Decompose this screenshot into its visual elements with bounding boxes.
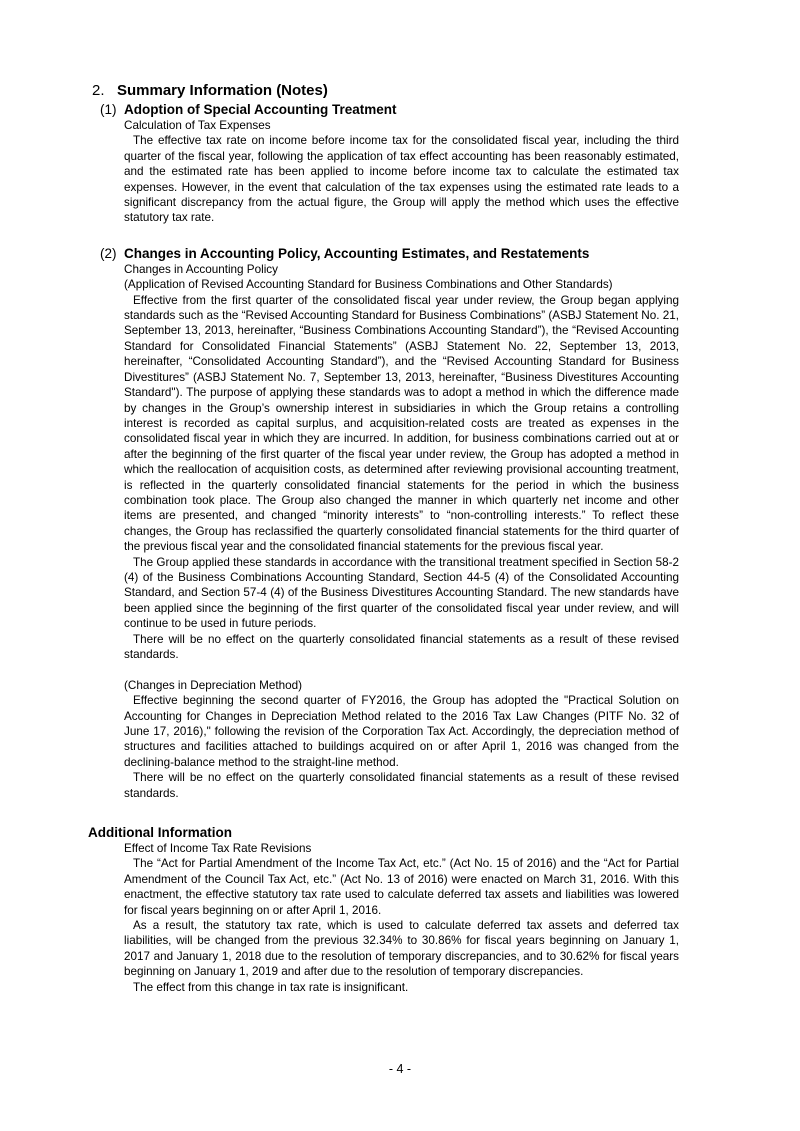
depreciation-method-label: (Changes in Depreciation Method) <box>124 678 303 692</box>
section-1-subheading: Calculation of Tax Expenses <box>124 119 271 132</box>
depreciation-paragraph-1: Effective beginning the second quarter of FY2016, the Group has adopted the "Practical Solution on Accounting for Changes in Depreciation Method related to the 2016 Tax Law Changes (PITF No. 32 of June 17, 2016)," following the revision of the Corporation Tax Act. Accordingly, the depreciation method of structures and facilities attached to buildings acquired on or after April 1, 2016 was changed from the declining-balance method to the straight-line method. <box>124 694 679 769</box>
page-title-number: 2. <box>92 82 105 99</box>
section-2-paragraph-3: There will be no effect on the quarterly consolidated financial statements as a result of these revised standards. <box>124 632 679 661</box>
page-title <box>92 82 800 99</box>
section-2-paragraph-2: The Group applied these standards in accordance with the transitional treatment specified in Section 58-2 (4) of the Business Combinations Accounting Standard, Section 44-5 (4) of the Consolidated Accounting Standard, and Section 57-4 (4) of the Business Divestitures Accounting Standard. The new standards have been applied since the beginning of the first quarter of the consolidated fiscal year under review, and will continue to be used in future periods. <box>124 555 679 631</box>
additional-information-paragraph-1: The “Act for Partial Amendment of the Income Tax Act, etc.” (Act No. 15 of 2016) and the “Act for Partial Amendment of the Council Tax Act, etc.” (Act No. 13 of 2016) were enacted on March 31, 2016. With this enactment, the effective statutory tax rate used to calculate deferred tax assets and liabilities was lowered for fiscal years beginning on or after April 1, 2016. <box>124 857 679 917</box>
section-2-subheading: Changes in Accounting Policy <box>124 262 278 276</box>
section-1-number: (1) <box>100 102 117 117</box>
section-1-heading-text: Adoption of Special Accounting Treatment <box>124 102 397 117</box>
page-number: - 4 - <box>388 1062 412 1076</box>
section-1-heading <box>100 102 800 118</box>
section-1-body <box>124 118 679 226</box>
section-2-body <box>124 262 679 801</box>
depreciation-paragraph-2: There will be no effect on the quarterly consolidated financial statements as a result of these revised standards. <box>124 771 679 800</box>
section-2-number: (2) <box>100 245 117 261</box>
section-2-paragraph-1: Effective from the first quarter of the consolidated fiscal year under review, the Group began applying standards such as the “Revised Accounting Standard for Business Combinations” (ASBJ Statement No. 21, September 13, 2013, hereinafter, “Business Combinations Accounting Standard”), the “Revised Accounting Standard for Consolidated Financial Statements” (ASBJ Statement No. 22, September 13, 2013, hereinafter, “Consolidated Accounting Standard”), and the “Revised Accounting Standard for Business Divestitures” (ASBJ Statement No. 7, September 13, 2013, hereinafter, “Business Divestitures Accounting Standard"). The purpose of applying these standards was to adopt a method in which the difference made by changes in the Group’s ownership interest in subsidiaries in which the Group retains a controlling interest is recorded as capital surplus, and acquisition-related costs are treated as expenses in the consolidated fiscal year in which they are incurred. In addition, for business combinations carried out at or after the beginning of the first quarter of the fiscal year under review, the Group has adopted a method in which the reallocation of acquisition costs, as determined after reviewing provisional accounting treatment, is reflected in the quarterly consolidated financial statements for the period in which the business combination took place. The Group also changed the manner in which quarterly net income and other items are presented, and changed “minority interests” to “non-controlling interests.” To reflect these changes, the Group has reclassified the quarterly consolidated financial statements for the third quarter of the previous fiscal year and the consolidated financial statements for the previous fiscal year. <box>124 293 679 554</box>
section-1-paragraph: The effective tax rate on income before income tax for the consolidated fiscal year, including the third quarter of the fiscal year, following the application of tax effect accounting has been reasonably estimated, and the estimated rate has been applied to income before income tax to calculate the estimated tax expenses. However, in the event that calculation of the tax expenses using the estimated rate leads to a significant discrepancy from the actual figure, the Group will apply the method which uses the effective statutory tax rate. <box>124 134 679 225</box>
additional-information-heading: Additional Information <box>88 825 232 841</box>
additional-information-subheading: Effect of Income Tax Rate Revisions <box>124 842 312 856</box>
page-title-text: Summary Information (Notes) <box>117 82 328 99</box>
additional-information-paragraph-2: As a result, the statutory tax rate, which is used to calculate deferred tax assets and deferred tax liabilities, will be changed from the previous 32.34% to 30.86% for fiscal years beginning on January 1, 2017 and January 1, 2018 due to the resolution of temporary discrepancies, and to 30.62% for fiscal years beginning on January 1, 2019 and after due to the resolution of temporary discrepancies. <box>124 919 679 979</box>
additional-information-body <box>124 841 679 995</box>
additional-information-paragraph-3: The effect from this change in tax rate is insignificant. <box>133 980 409 994</box>
blank-line <box>124 662 679 677</box>
section-2-heading-text: Changes in Accounting Policy, Accounting Estimates, and Restatements <box>124 245 590 261</box>
application-standard-label: (Application of Revised Accounting Standard for Business Combinations and Other Standards) <box>124 278 613 292</box>
section-2-heading <box>100 246 800 262</box>
